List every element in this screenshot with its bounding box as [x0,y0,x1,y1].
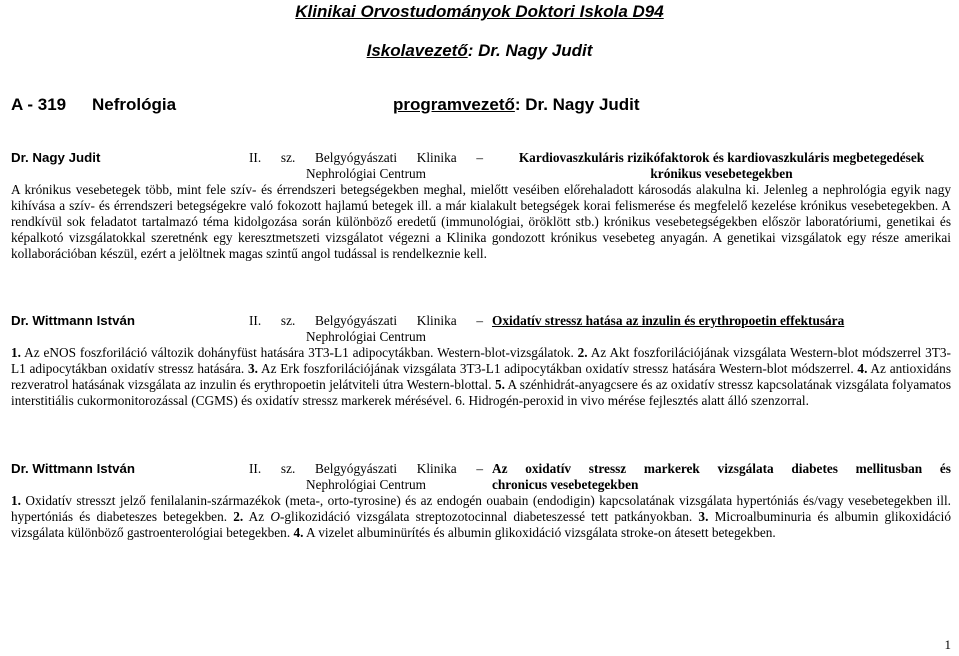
item-text: Az Erk foszforilációjának vizsgálata 3T3-L1 adipocytákban oxidatív stressz hatására Western-blot módszerrel. [257,361,858,376]
item-number: 2. [577,345,588,360]
supervisor-name: Dr. Nagy Judit [11,150,101,165]
program-leader-name: : Dr. Nagy Judit [514,95,640,114]
department-line: II. sz. Belgyógyászati Klinika – [249,150,483,165]
item-number: 1. [11,345,21,360]
entry-header [11,150,951,182]
topic-description [11,345,951,409]
topic-title-line: Kardiovaszkuláris rizikófaktorok és kardiovaszkuláris megbetegedések [518,150,925,165]
item-text: -glikozidáció vizsgálata streptozotocinnal diabeteszessé tett patkányokban. [279,509,699,524]
program-leader-label: programvezető [393,95,515,114]
topic-title [492,150,951,182]
topic-title-line: chronicus vesebetegekben [492,477,639,492]
department [249,150,483,182]
department-line: II. sz. Belgyógyászati Klinika – [249,461,483,476]
item-number: 3. [248,361,258,376]
program-name: Nefrológia [92,95,177,114]
item-number: 5. [494,377,505,392]
item-text: Az antioxidáns rezveratrol hatásának vizsgálata az inzulin és erythropoetin jelátviteli útra Western-blottal. [11,361,951,392]
department-line: Nephrológiai Centrum [305,329,427,344]
item-text: Oxidatív stresszt jelző fenilalanin-származékok (meta-, orto-tyrosine) és az endogén ouabain (endodigin) kapcsolatának vizsgálata hypertóniás és/vagy vesebetegekben ill. hypertóniás és diabeteszes betegekben. [11,493,951,524]
item-text: Microalbuminuria és albumin glikoxidáció vizsgálata különböző gastroenterológiai betegekben. [11,509,951,540]
entry-header [11,461,951,493]
department-line: II. sz. Belgyógyászati Klinika – [249,313,483,328]
entry-header [11,313,951,345]
item-text: A szénhidrát-anyagcsere és az oxidatív stressz kapcsolatának vizsgálata folyamatos interstitiális cukormonitorozással (CGMS) és oxidatív stressz markerek mérésével. 6. Hidrogén-peroxid in vivo mérése fejlesztés alatt álló szenzorral. [11,377,951,408]
topic-entry [11,461,951,541]
item-text: Az Akt foszforilációjának vizsgálata Western-blot módszerrel 3T3-L1 adipocytákban oxidatív stressz hatására. [11,345,951,376]
topic-entry [11,313,951,409]
item-italic-text: O [270,509,280,524]
supervisor-name: Dr. Wittmann István [11,313,136,328]
school-title: Klinikai Orvostudományok Doktori Iskola D94 [295,2,664,21]
school-leader-label: Iskolavezető [366,41,468,60]
topic-description [11,493,951,541]
item-number: 3. [698,509,709,524]
program-leader [393,94,640,116]
item-number: 4. [293,525,304,540]
program-code: A - 319 [11,95,67,114]
item-number: 2. [233,509,244,524]
school-leader-name: : Dr. Nagy Judit [467,41,593,60]
page-number: 1 [944,637,951,652]
item-text: Az eNOS foszforiláció változik dohányfüst hatására 3T3-L1 adipocytákban. Western-blot-vizsgálatok. [20,345,578,360]
topic-entry [11,150,951,262]
item-number: 1. [11,493,21,508]
school-leader [0,40,959,62]
supervisor-name: Dr. Wittmann István [11,461,136,476]
item-text: Az [243,509,271,524]
topic-description [11,182,951,262]
department-line: Nephrológiai Centrum [305,477,427,492]
topic-title-line: krónikus vesebetegekben [650,166,793,181]
department [249,461,483,493]
item-text: A vizelet albuminürítés és albumin glikoxidáció vizsgálata stroke-on átesett betegekben. [303,525,776,540]
description-text: A krónikus vesebetegek több, mint fele szív- és érrendszeri betegségekben meghal, mielőtt veséiben előrehaladott károsodás alakulna ki. Jelenleg a nephrológia egyik nagy kihívása a szív- és érrendszeri betegségekre való fokozott hajlamú betegek ill. a már kialakult betegségek korai felismerése és megfelelő kezelése krónikus vesebetegekben. [11,182,951,213]
topic-title-line: Oxidatív stressz hatása az inzulin és erythropoetin effektusára [492,313,845,328]
topic-title [492,313,951,329]
topic-title-line: Az oxidatív stressz markerek vizsgálata diabetes mellitusban és [492,461,951,476]
department [249,313,483,345]
topic-title [492,461,951,493]
program-header [11,94,951,116]
item-number: 4. [857,361,868,376]
department-line: Nephrológiai Centrum [305,166,427,181]
description-text: A rendkívül sok feladatot tartalmazó téma kidolgozása során különböző eredetű (immunológiai, öröklött stb.) krónikus vesebetegségekben először laboratóriumi, genetikai és képalkotó vizsgálatokkal szeretnénk egy keresztmetszeti vizsgálatot végezni a Klinika gondozott krónikus vesebeteg anyagán. A genetikai vizsgálatok egy része amerikai kollaborációban készül, ezért a jelöltnek magas szintű angol tudással is rendelkeznie kell. [11,198,951,261]
